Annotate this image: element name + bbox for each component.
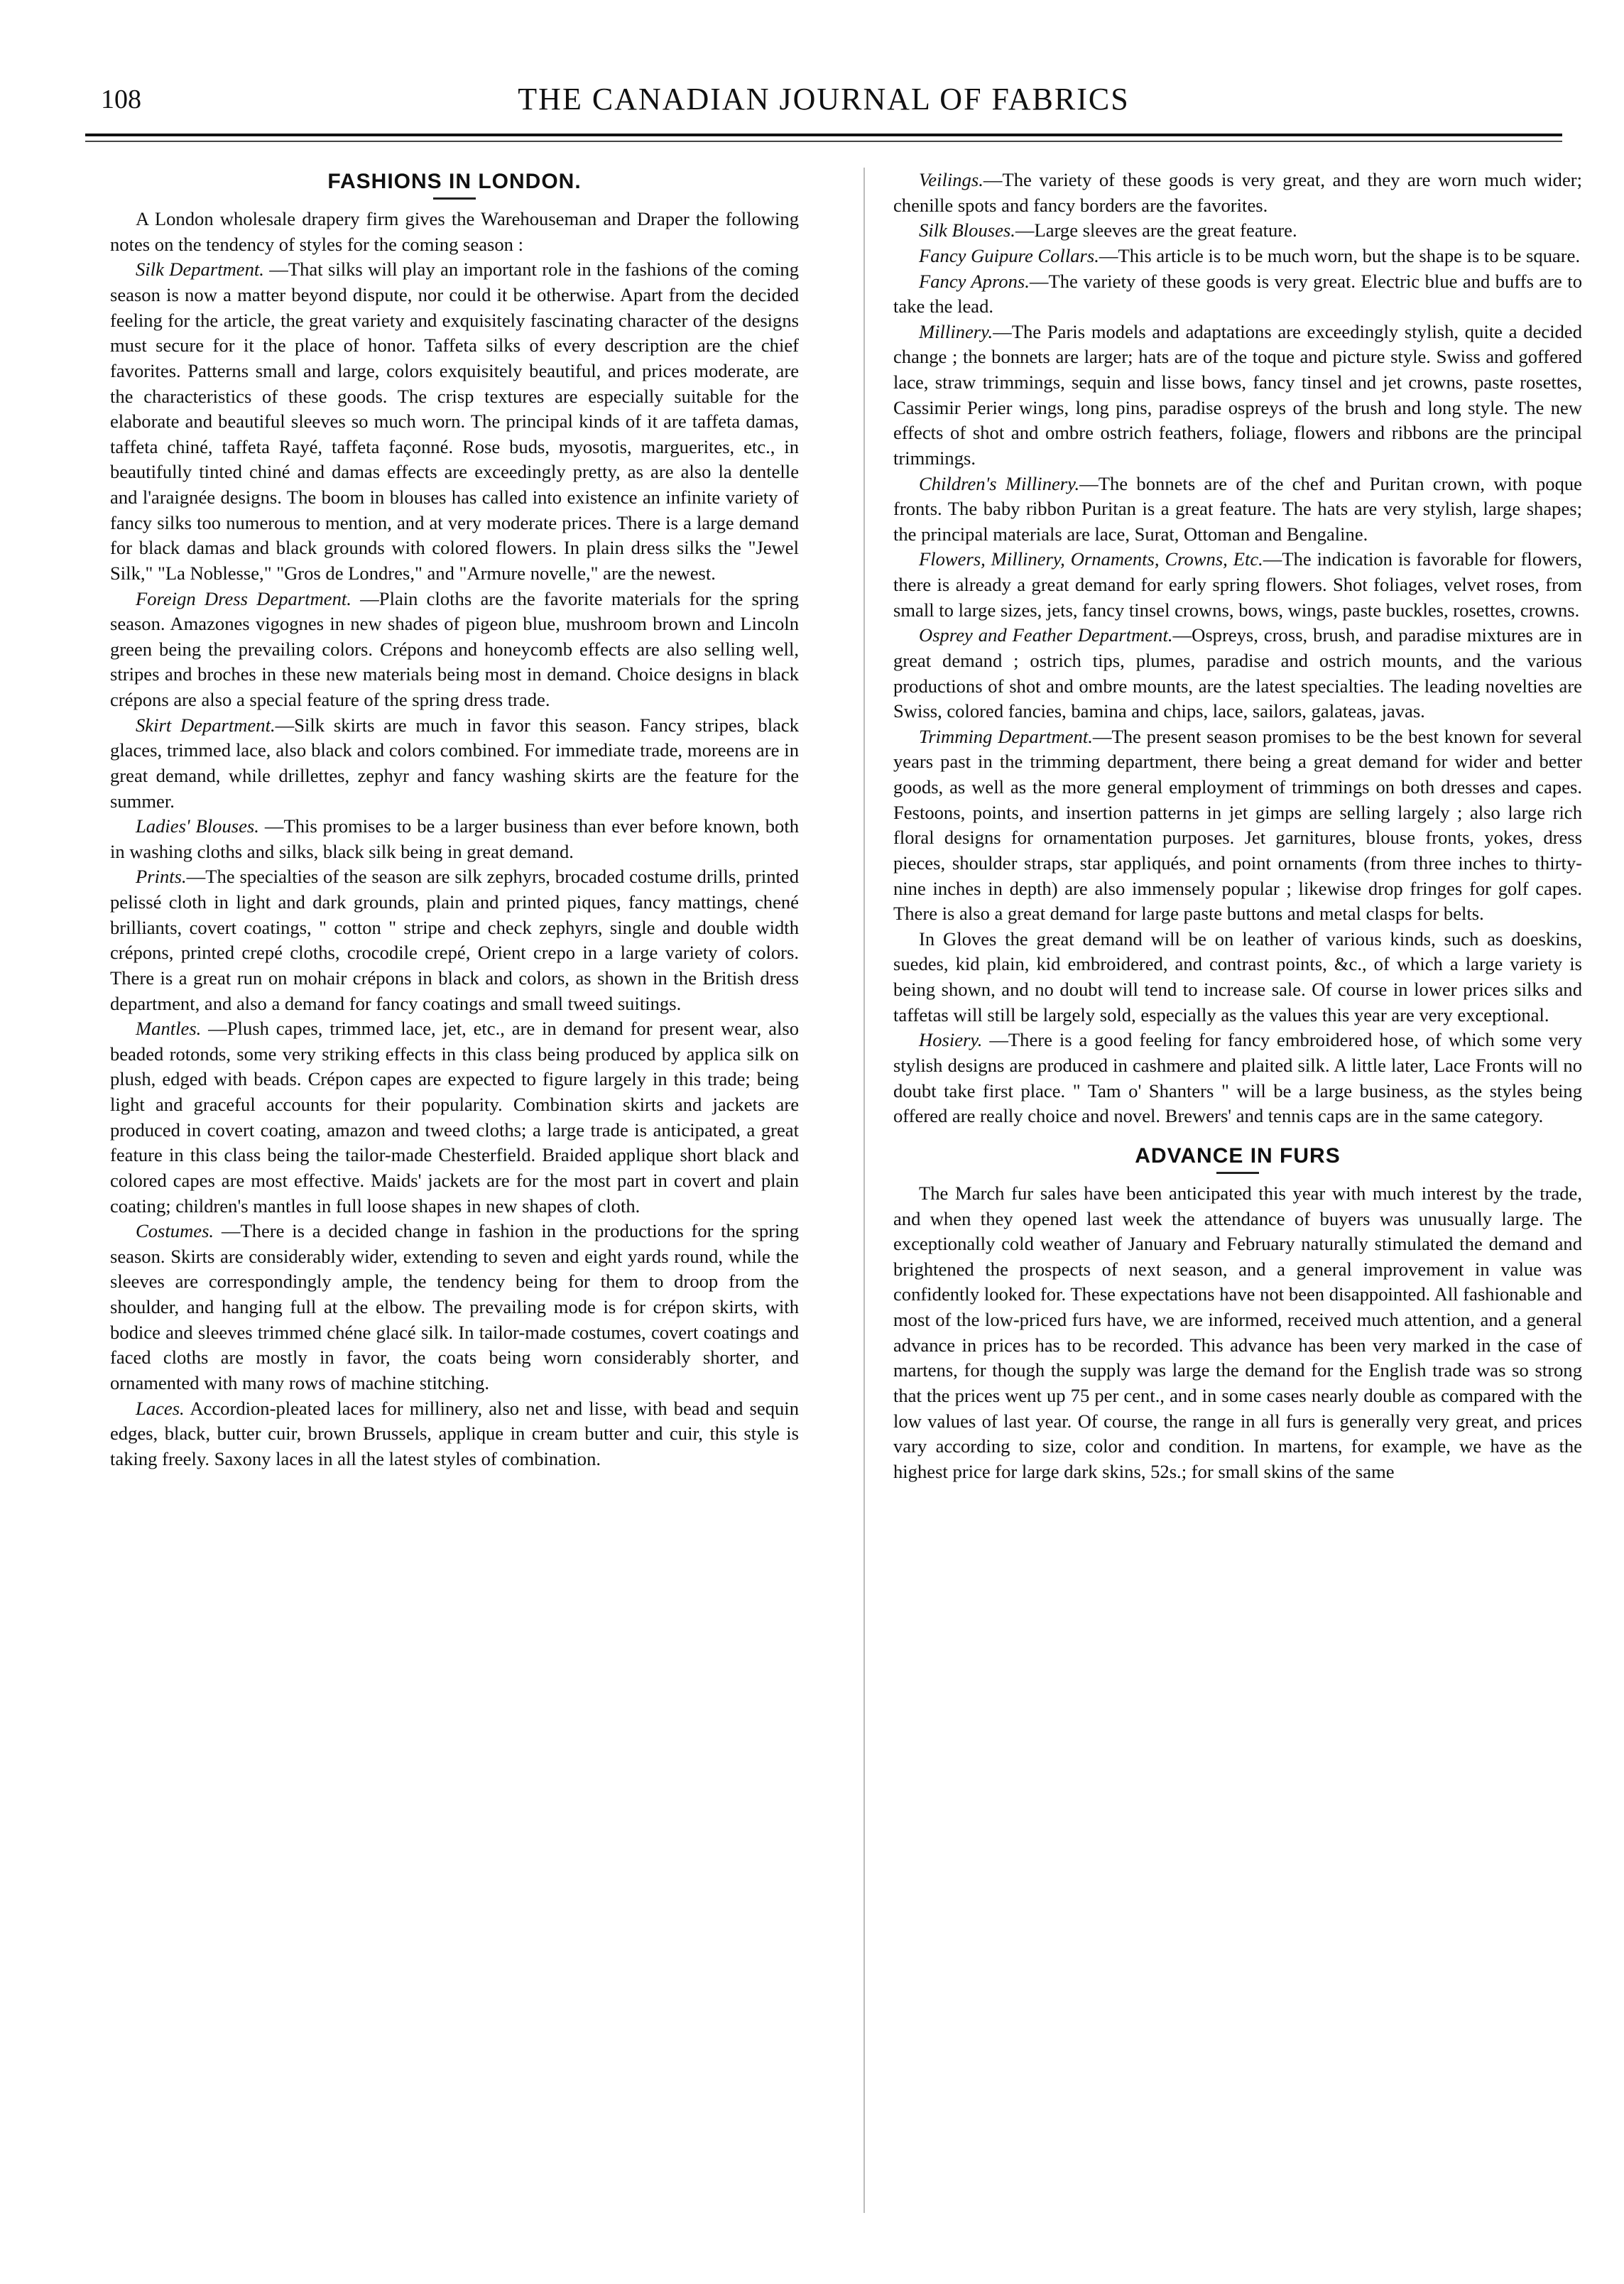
paragraph [110, 1016, 799, 1219]
paragraph [893, 269, 1582, 320]
heading-rule [433, 197, 476, 200]
paragraph-text: —This promises to be a larger business than ever before known, both in washing cloths and silks, black silk being in great demand. [110, 815, 799, 862]
article-title-fashions: FASHIONS IN LONDON. [327, 170, 582, 193]
paragraph-text: —Silk skirts are much in favor this season. Fancy stripes, black glaces, trimmed lace, also black and colors combined. For immediate trade, moreens are in great demand, while drillettes, zephyr and fancy washing skirts are the feature for the summer. [110, 714, 799, 812]
paragraph-text: The March fur sales have been anticipated this year with much interest by the trade, and when they opened last week the attendance of buyers was unusually large. The exceptionally cold weather of January and February naturally stimulated the demand and brightened the prospects of next season, and a general improvement in value was confidently looked for. These expectations have not been disappointed. All fashionable and most of the low-priced furs have, we are informed, received much attention, and a general advance in prices has to be recorded. This advance has been very marked in the case of martens, for though the supply was large the demand for the English trade was so strong that the prices went up 75 per cent., and in some cases nearly double as compared with the low values of last year. Of course, the range in all furs is generally very great, and prices vary according to size, color and condition. In martens, for example, we have as the highest price for large dark skins, 52s.; for small skins of the same [893, 1182, 1582, 1482]
paragraph [893, 1028, 1582, 1129]
paragraph [893, 623, 1582, 724]
paragraph-lead: Ladies' Blouses. [136, 815, 259, 837]
paragraph [110, 1219, 799, 1396]
page-number: 108 [101, 85, 141, 114]
paragraph [110, 257, 799, 586]
header-rule-thin [85, 141, 1562, 142]
paragraph-lead: Costumes. [136, 1220, 214, 1242]
paragraph-lead: Laces. [136, 1397, 185, 1419]
paragraph-lead: Silk Department. [136, 259, 264, 281]
paragraph [110, 1396, 799, 1472]
paragraph [893, 1181, 1582, 1485]
paragraph-text: —The present season promises to be the best known for several years past in the trimming department, there being a great demand for wider and better goods, as well as the more general employment of trimmings on both dresses and capes. Festoons, points, and insertion patterns in jet gimps are selling largely ; also large rich floral designs for ornamentation purposes. Jet garnitures, blouse fronts, yokes, dress pieces, shoulder straps, star appliqués, and point ornaments (from three inches to thirty-nine inches in depth) are also immensely popular ; likewise drop fringes for golf capes. There is also a great demand for large paste buttons and metal clasps for belts. [893, 725, 1582, 925]
paragraph [110, 207, 799, 257]
paragraph [110, 587, 799, 713]
paragraph-lead: Fancy Guipure Collars. [919, 244, 1099, 266]
paragraph-text: —The Paris models and adaptations are exceedingly stylish, quite a decided change ; the bonnets are larger; hats are of the toque and picture style. Swiss and goffered lace, straw trimmings, sequin and lisse bows, fancy tinsel and jet crowns, paste rosettes, Cassimir Perier wings, long pins, paradise ospreys of the brush and long style. The new effects of shot and ombre ostrich feathers, foliage, flowers and ribbons are the principal trimmings. [893, 320, 1582, 469]
paragraph-text: —This article is to be much worn, but the shape is to be square. [1099, 244, 1581, 266]
paragraph [893, 168, 1582, 218]
paragraph [893, 547, 1582, 623]
paragraph-lead: Mantles. [136, 1018, 202, 1040]
paragraph-text: —The specialties of the season are silk zephyrs, brocaded costume drills, printed pelissé cloth in light and dark grounds, plain and printed piques, fancy mattings, chené brilliants, covert coatings, " cotton " stripe and check zephyrs, single and double width crépons, printed crepé cloths, crocodile crepé, Orient crepo in a large variety of colors. There is a great run on mohair crépons in black and colors, as shown in the British dress department, and also a demand for fancy coatings and small tweed suitings. [110, 866, 799, 1014]
paragraph-lead: Hosiery. [919, 1029, 983, 1051]
paragraph [893, 244, 1582, 269]
paragraph-lead: Silk Blouses. [919, 219, 1015, 241]
paragraph-text: —The bonnets are of the chef and Puritan crown, with poque fronts. The baby ribbon Puritan is a great feature. The hats are very stylish, large shapes; the principal materials are lace, Surat, Ottoman and Bengaline. [893, 472, 1582, 545]
paragraph-text: —There is a good feeling for fancy embroidered hose, of which some very stylish designs are produced in cashmere and plaited silk. A little later, Lace Fronts will no doubt take first place. " Tam o' Shanters " will be a large business, as the styles being offered are really choice and novel. Brewers' and tennis caps are in the same category. [893, 1029, 1582, 1127]
column-divider [863, 168, 865, 2213]
paragraph-lead: Children's Millinery. [919, 472, 1080, 494]
paragraph-lead: Veilings. [919, 169, 983, 190]
paragraph-text: —The variety of these goods is very great, and they are worn much wider; chenille spots and fancy borders are the favorites. [893, 169, 1582, 216]
page-header [85, 84, 1562, 134]
paragraph-lead: Skirt Department. [136, 714, 276, 736]
paragraph-text: —The indication is favorable for flowers, there is already a great demand for early spring flowers. Shot foliages, velvet roses, from small to large sizes, jets, fancy tinsel crowns, bows, wings, paste buckles, rosettes, crowns. [893, 548, 1582, 621]
paragraph-lead: Foreign Dress Department. [136, 587, 351, 609]
paragraph-lead: Flowers, Millinery, Ornaments, Crowns, Etc. [919, 548, 1263, 570]
paragraph-lead: Millinery. [919, 320, 993, 342]
right-column [893, 168, 1582, 1484]
left-column [110, 168, 799, 1472]
paragraph [110, 864, 799, 1016]
paragraph-lead: Prints. [136, 866, 187, 888]
paragraph [893, 218, 1582, 244]
paragraph-text: —The variety of these goods is very great. Electric blue and buffs are to take the lead. [893, 270, 1582, 317]
heading-rule [1216, 1172, 1259, 1174]
article-title-furs: ADVANCE IN FURS [1135, 1143, 1341, 1168]
paragraph [110, 713, 799, 815]
paragraph-lead: Osprey and Feather Department. [919, 624, 1173, 646]
paragraph-text: —Plush capes, trimmed lace, jet, etc., are in demand for present wear, also beaded rotonds, some very striking effects in this class being produced by applica silk on plush, edged with beads. Crépon capes are expected to figure largely in this trade; being light and graceful accounts for their popularity. Combination skirts and jackets are produced in covert coating, amazon and tweed cloths; a large trade is anticipated, a great feature in this class being the tailor-made Chesterfield. Braided applique short black and colored capes are most effective. Maids' jackets are for the most part in covert and plain coating; children's mantles in full loose shapes in new shapes of cloth. [110, 1018, 799, 1217]
paragraph-text: —Ospreys, cross, brush, and paradise mixtures are in great demand ; ostrich tips, plumes, paradise and ostrich mounts, and the various productions of shot and ombre mounts, are the latest specialties. The leading novelties are Swiss, colored fancies, bamina and chips, lace, sailors, galateas, javas. [893, 624, 1582, 722]
paragraph-lead: Fancy Aprons. [919, 270, 1030, 292]
paragraph-text: —Large sleeves are the great feature. [1015, 219, 1297, 241]
paragraph-lead: Trimming Department. [919, 725, 1093, 747]
paragraph [893, 724, 1582, 927]
header-rule [85, 134, 1562, 136]
paragraph-text: Accordion-pleated laces for millinery, also net and lisse, with bead and sequin edges, black, butter cuir, brown Brussels, applique in cream butter and cuir, this style is taking freely. Saxony laces in all the latest styles of combination. [110, 1397, 799, 1469]
paragraph [893, 320, 1582, 472]
paragraph-text: —Plain cloths are the favorite materials for the spring season. Amazones vigognes in new shades of pigeon blue, mushroom brown and Lincoln green being the prevailing colors. Crépons and honeycomb effects are also selling well, stripes and broches in these new materials being most in demand. Choice designs in black crépons are also a special feature of the spring dress trade. [110, 587, 799, 711]
paragraph-text: —That silks will play an important role in the fashions of the coming season is now a matter beyond dispute, nor could it be otherwise. Apart from the decided feeling for the article, the great variety and exquisitely fascinating character of the designs must secure for it the place of honor. Taffeta silks of every description are the chief favorites. Patterns small and large, colors exquisitely beautiful, and prices moderate, are the characteristics of these goods. The crisp textures are especially suitable for the elaborate and beautiful sleeves so much worn. The principal kinds of it are taffeta damas, taffeta chiné, taffeta Rayé, taffeta façonné. Rose buds, myosotis, marguerites, etc., in beautifully tinted chiné and damas effects are exceedingly pretty, as are also la dentelle and l'araignée designs. The boom in blouses has called into existence an infinite variety of fancy silks too numerous to mention, and at very moderate prices. There is a large demand for black damas and black grounds with colored flowers. In plain dress silks the "Jewel Silk," "La Noblesse," "Gros de Londres," and "Armure novelle," are the newest. [110, 259, 799, 584]
paragraph-text: A London wholesale drapery firm gives the Warehouseman and Draper the following notes on the tendency of styles for the coming season : [110, 208, 799, 255]
journal-title: THE CANADIAN JOURNAL OF FABRICS [518, 82, 1130, 116]
paragraph [893, 472, 1582, 548]
paragraph-text: In Gloves the great demand will be on leather of various kinds, such as doeskins, suedes, kid plain, kid embroidered, and contrast points, &c., of which a large variety is being shown, and no doubt will tend to increase sale. Of course in lower prices silks and taffetas will still be largely sold, especially as the values this year are very exceptional. [893, 928, 1582, 1026]
paragraph-text: —There is a decided change in fashion in the productions for the spring season. Skirts are considerably wider, extending to seven and eight yards round, while the sleeves are correspondingly ample, the tendency being for them to droop from the shoulder, and hanging full at the elbow. The prevailing mode is for crépon skirts, with bodice and sleeves trimmed chéne glacé silk. In tailor-made costumes, covert coatings and faced cloths are mostly in favor, the coats being worn considerably shorter, and ornamented with many rows of machine stitching. [110, 1220, 799, 1393]
paragraph [110, 814, 799, 864]
paragraph [893, 927, 1582, 1028]
